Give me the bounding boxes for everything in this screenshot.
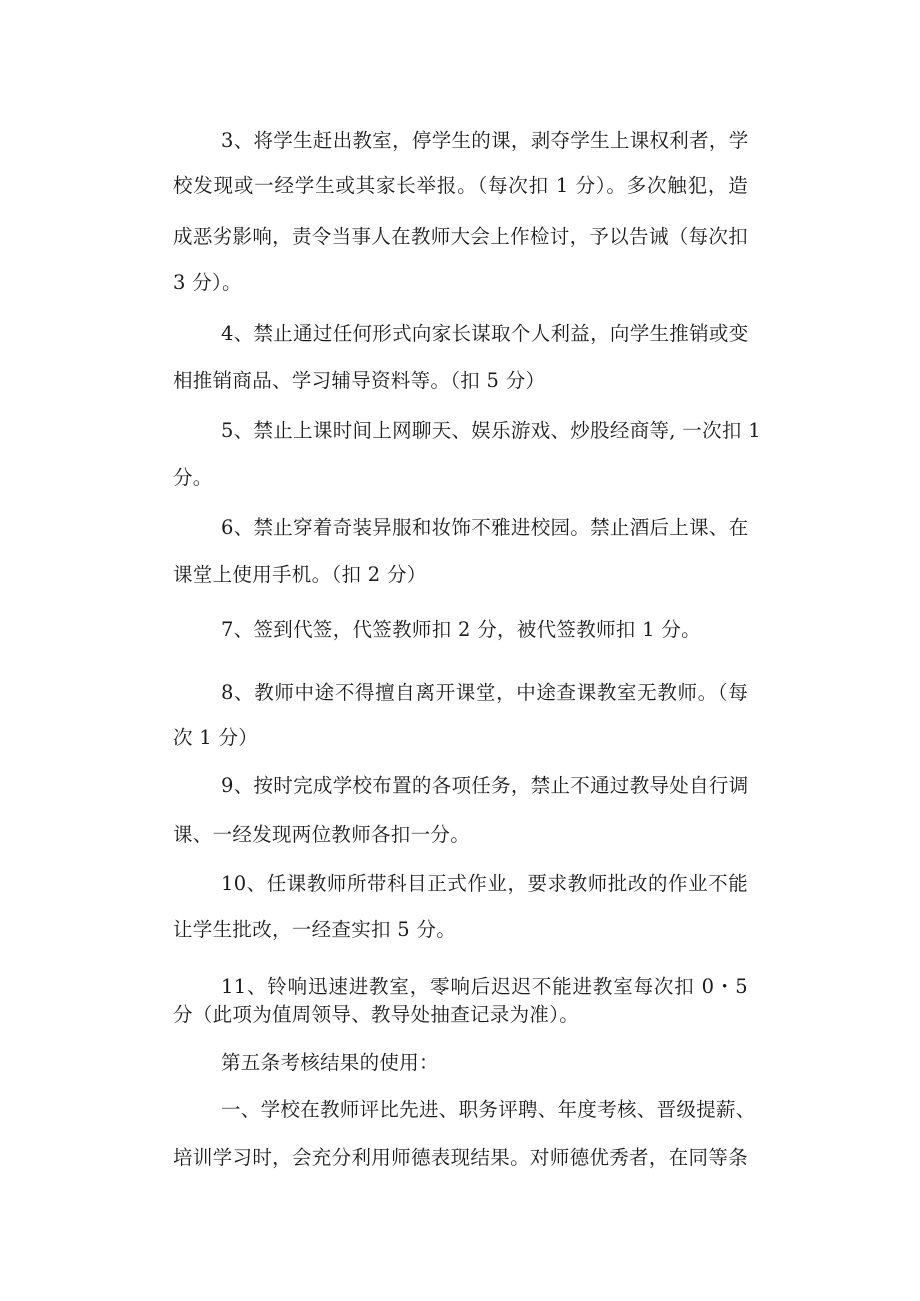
- text-line: 一、学校在教师评比先进、职务评聘、年度考核、晋级提薪、: [221, 1098, 756, 1121]
- text-line: 培训学习时，会充分利用师德表现结果。对师德优秀者，在同等条: [173, 1146, 748, 1169]
- text-line: 分。: [173, 466, 213, 489]
- text-line: 3、将学生赶出教室，停学生的课，剥夺学生上课权利者，学: [221, 129, 749, 152]
- text-line: 9、按时完成学校布置的各项任务，禁止不通过教导处自行调: [221, 774, 749, 797]
- text-line: 11、铃响迅速进教室，零响后迟迟不能进教室每次扣 0・5: [221, 975, 748, 998]
- text-line: 7、签到代签，代签教师扣 2 分，被代签教师扣 1 分。: [221, 618, 701, 641]
- text-line: 8、教师中途不得擅自离开课堂，中途查课教室无教师。（每: [221, 681, 748, 704]
- section-title: 第五条考核结果的使用：: [221, 1051, 439, 1074]
- text-line: 成恶劣影响，责令当事人在教师大会上作检讨，予以告诫（每次扣: [173, 225, 748, 248]
- text-line: 课、一经发现两位教师各扣一分。: [173, 823, 471, 846]
- text-line: 课堂上使用手机。（扣 2 分）: [173, 563, 427, 586]
- text-line: 5、禁止上课时间上网聊天、娱乐游戏、炒股经商等, 一次扣 1: [221, 419, 761, 442]
- text-line: 10、任课教师所带科目正式作业，要求教师批改的作业不能: [221, 872, 748, 895]
- text-line: 让学生批改，一经查实扣 5 分。: [173, 918, 457, 941]
- text-line: 6、禁止穿着奇装异服和妆饰不雅进校园。禁止酒后上课、在: [221, 516, 749, 539]
- text-line: 分（此项为值周领导、教导处抽查记录为准）。: [173, 1003, 580, 1026]
- text-line: 相推销商品、学习辅导资料等。（扣 5 分）: [173, 369, 546, 392]
- text-line: 次 1 分）: [173, 726, 259, 749]
- text-line: 4、禁止通过任何形式向家长谋取个人利益，向学生推销或变: [221, 322, 749, 345]
- text-line: 3 分）。: [173, 271, 242, 294]
- text-line: 校发现或一经学生或其家长举报。（每次扣 1 分）。多次触犯，造: [173, 174, 748, 197]
